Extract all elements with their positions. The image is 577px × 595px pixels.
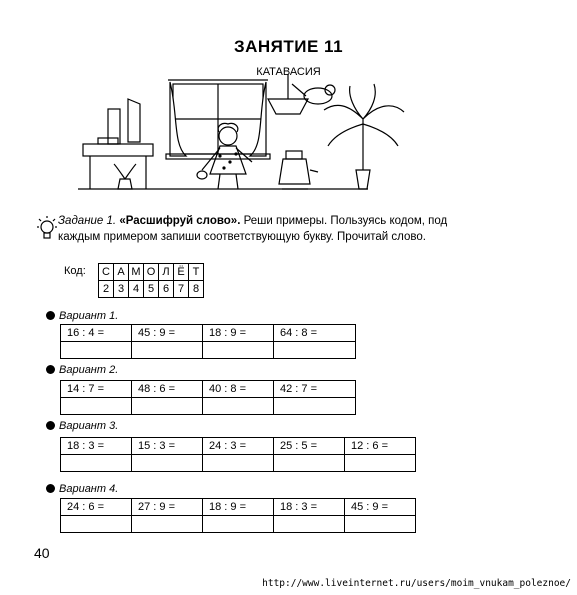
example-cell: 25 : 5 = (274, 438, 345, 455)
page-number: 40 (34, 545, 50, 561)
answer-cell[interactable] (203, 516, 274, 533)
example-cell: 18 : 3 = (61, 438, 132, 455)
example-cell: 18 : 9 = (203, 325, 274, 342)
bullet-icon (46, 311, 55, 320)
variant-1-table (60, 324, 356, 359)
examples-row (61, 381, 356, 398)
code-letter: Т (189, 264, 204, 281)
code-number: 3 (114, 281, 129, 298)
variant-label: Вариант 1. (59, 310, 119, 322)
variant-4-heading (46, 483, 118, 495)
code-number: 4 (129, 281, 144, 298)
code-number: 2 (99, 281, 114, 298)
code-label: Код: (64, 265, 86, 277)
example-cell: 27 : 9 = (132, 499, 203, 516)
bullet-icon (46, 484, 55, 493)
answers-row (61, 398, 356, 415)
example-cell: 45 : 9 = (132, 325, 203, 342)
example-cell: 12 : 6 = (345, 438, 416, 455)
code-letter: О (144, 264, 159, 281)
answer-cell[interactable] (132, 398, 203, 415)
answer-cell[interactable] (132, 342, 203, 359)
example-cell: 64 : 8 = (274, 325, 356, 342)
answer-cell[interactable] (274, 516, 345, 533)
example-cell: 24 : 3 = (203, 438, 274, 455)
code-letter: М (129, 264, 144, 281)
code-letter: А (114, 264, 129, 281)
code-letter: Л (159, 264, 174, 281)
variant-3-heading (46, 420, 118, 432)
task-text: Реши примеры. Пользуясь кодом, под каждым примером запиши соответствующую букву. Прочитай слово. (58, 215, 448, 243)
page-subtitle: КАТАВАСИЯ (256, 66, 321, 78)
answer-cell[interactable] (61, 455, 132, 472)
code-letter: Ё (174, 264, 189, 281)
code-numbers-row (99, 281, 204, 298)
example-cell: 24 : 6 = (61, 499, 132, 516)
bullet-icon (46, 365, 55, 374)
example-cell: 42 : 7 = (274, 381, 356, 398)
code-number: 6 (159, 281, 174, 298)
answer-cell[interactable] (274, 342, 356, 359)
example-cell: 48 : 6 = (132, 381, 203, 398)
code-letters-row (99, 264, 204, 281)
answer-cell[interactable] (274, 455, 345, 472)
answer-cell[interactable] (203, 398, 274, 415)
answer-cell[interactable] (345, 516, 416, 533)
page-title: ЗАНЯТИЕ 11 (233, 37, 344, 56)
task-instruction (58, 214, 488, 245)
examples-row (61, 499, 416, 516)
answer-cell[interactable] (132, 516, 203, 533)
variant-2-heading (46, 364, 118, 376)
variant-label: Вариант 4. (59, 483, 119, 495)
example-cell: 16 : 4 = (61, 325, 132, 342)
example-cell: 40 : 8 = (203, 381, 274, 398)
example-cell: 15 : 3 = (132, 438, 203, 455)
code-letter: С (99, 264, 114, 281)
variant-3-table (60, 437, 416, 472)
task-label: Задание 1. (58, 215, 117, 227)
variant-1-heading (46, 310, 118, 322)
answer-cell[interactable] (203, 342, 274, 359)
answers-row (61, 516, 416, 533)
example-cell: 18 : 9 = (203, 499, 274, 516)
answer-cell[interactable] (61, 342, 132, 359)
variant-label: Вариант 2. (59, 364, 119, 376)
answer-cell[interactable] (345, 455, 416, 472)
variant-2-table (60, 380, 356, 415)
code-number: 5 (144, 281, 159, 298)
answer-cell[interactable] (274, 398, 356, 415)
example-cell: 18 : 3 = (274, 499, 345, 516)
answer-cell[interactable] (203, 455, 274, 472)
classroom-illustration (78, 74, 508, 206)
examples-row (61, 325, 356, 342)
code-table (98, 263, 204, 298)
example-cell: 14 : 7 = (61, 381, 132, 398)
lightbulb-icon (34, 214, 60, 244)
code-number: 7 (174, 281, 189, 298)
answer-cell[interactable] (132, 455, 203, 472)
task-name: «Расшифруй слово». (119, 215, 241, 227)
bullet-icon (46, 421, 55, 430)
answers-row (61, 455, 416, 472)
code-number: 8 (189, 281, 204, 298)
answer-cell[interactable] (61, 516, 132, 533)
source-url: http://www.liveinternet.ru/users/moim_vnukam_poleznoe/ (262, 578, 571, 589)
examples-row (61, 438, 416, 455)
answers-row (61, 342, 356, 359)
variant-4-table (60, 498, 416, 533)
variant-label: Вариант 3. (59, 420, 119, 432)
example-cell: 45 : 9 = (345, 499, 416, 516)
answer-cell[interactable] (61, 398, 132, 415)
